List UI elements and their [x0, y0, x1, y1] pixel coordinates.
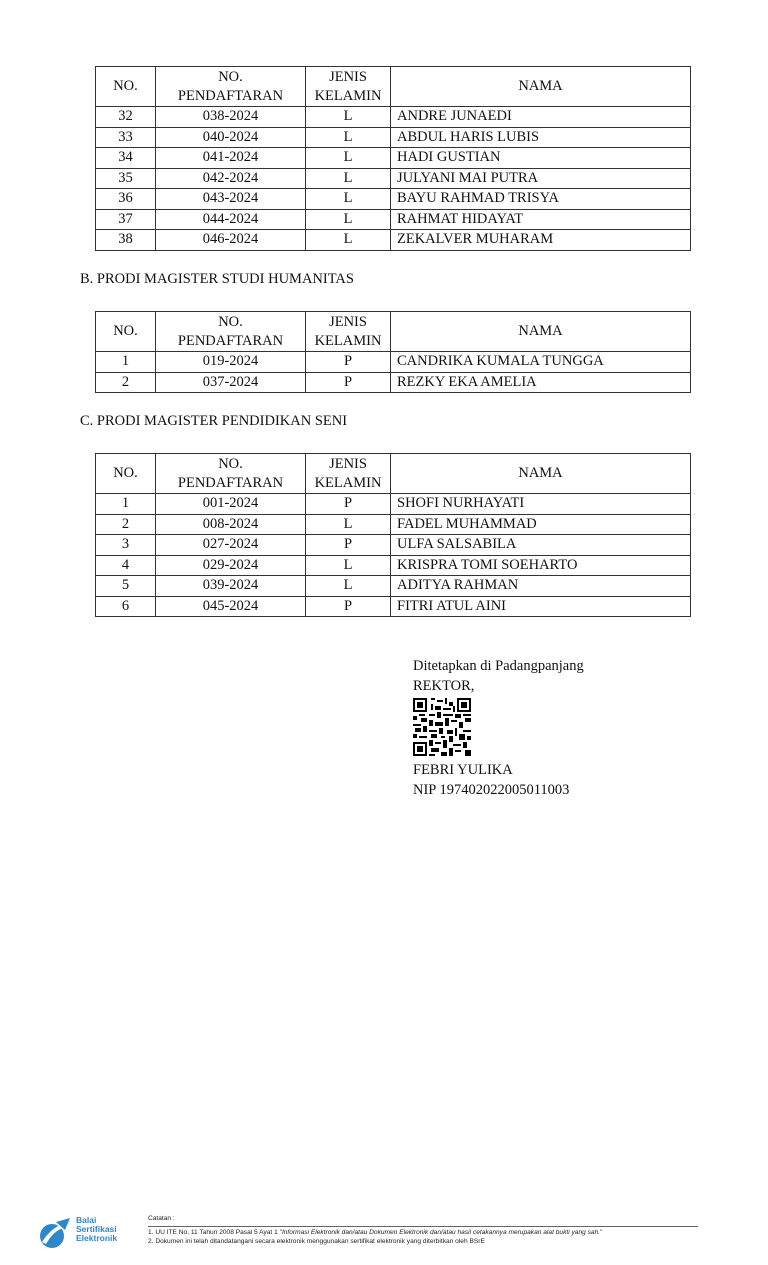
header-pendaftaran-line2: PENDAFTARAN	[177, 87, 284, 104]
cell-nama: JULYANI MAI PUTRA	[391, 168, 691, 189]
cell-no: 36	[96, 189, 156, 210]
signature-place: Ditetapkan di Padangpanjang	[413, 658, 584, 674]
header-pendaftaran-line2: PENDAFTARAN	[177, 332, 284, 349]
header-pendaftaran-line1: NO.	[218, 455, 243, 472]
header-no: NO.	[96, 67, 156, 107]
cell-no: 38	[96, 230, 156, 251]
table-row	[96, 555, 691, 576]
signature-nip: NIP 197402022005011003	[413, 782, 570, 798]
section-a-table	[95, 66, 691, 251]
header-jk-line2: KELAMIN	[314, 474, 382, 491]
cell-nama: KRISPRA TOMI SOEHARTO	[391, 555, 691, 576]
qr-code-icon	[413, 698, 471, 756]
header-pendaftaran	[156, 67, 306, 107]
cell-no: 1	[96, 494, 156, 515]
cell-no: 34	[96, 148, 156, 169]
cell-jenis-kelamin: L	[306, 168, 391, 189]
cell-no-pendaftaran: 041-2024	[156, 148, 306, 169]
header-jk-line2: KELAMIN	[314, 332, 382, 349]
header-pendaftaran-line1: NO.	[218, 313, 243, 330]
header-no: NO.	[96, 454, 156, 494]
signature-name: FEBRI YULIKA	[413, 762, 513, 778]
header-jenis-kelamin	[306, 67, 391, 107]
section-c-heading: C. PRODI MAGISTER PENDIDIKAN SENI	[80, 413, 348, 429]
bsre-logo-icon	[38, 1216, 72, 1250]
header-pendaftaran	[156, 454, 306, 494]
header-nama: NAMA	[391, 312, 691, 352]
header-pendaftaran	[156, 312, 306, 352]
cell-nama: BAYU RAHMAD TRISYA	[391, 189, 691, 210]
cell-jenis-kelamin: L	[306, 514, 391, 535]
cell-no: 4	[96, 555, 156, 576]
cell-jenis-kelamin: P	[306, 372, 391, 393]
table-row	[96, 230, 691, 251]
table-row	[96, 372, 691, 393]
cell-jenis-kelamin: P	[306, 352, 391, 373]
cell-nama: ANDRE JUNAEDI	[391, 107, 691, 128]
cell-no-pendaftaran: 040-2024	[156, 127, 306, 148]
cell-no-pendaftaran: 008-2024	[156, 514, 306, 535]
header-jk-line2: KELAMIN	[314, 87, 382, 104]
header-no: NO.	[96, 312, 156, 352]
cell-jenis-kelamin: L	[306, 209, 391, 230]
table-row	[96, 189, 691, 210]
table-row	[96, 352, 691, 373]
signature-block	[413, 656, 584, 800]
cell-no-pendaftaran: 001-2024	[156, 494, 306, 515]
header-nama: NAMA	[391, 67, 691, 107]
cell-no: 2	[96, 514, 156, 535]
cell-no-pendaftaran: 038-2024	[156, 107, 306, 128]
note1-prefix: 1. UU ITE No. 11 Tahun 2008 Pasal 5 Ayat 1 "	[148, 1228, 282, 1236]
cell-no-pendaftaran: 029-2024	[156, 555, 306, 576]
table-header	[96, 454, 691, 494]
section-b-table	[95, 311, 691, 393]
table-header	[96, 67, 691, 107]
catatan-label: Catatan :	[148, 1215, 175, 1222]
table-row	[96, 127, 691, 148]
header-jk-line1: JENIS	[329, 313, 367, 330]
header-jk-line1: JENIS	[329, 455, 367, 472]
footer-notes	[148, 1214, 698, 1247]
table-row	[96, 494, 691, 515]
table-row	[96, 514, 691, 535]
cell-nama: REZKY EKA AMELIA	[391, 372, 691, 393]
cell-nama: HADI GUSTIAN	[391, 148, 691, 169]
header-jenis-kelamin	[306, 312, 391, 352]
table-header	[96, 312, 691, 352]
cell-no-pendaftaran: 042-2024	[156, 168, 306, 189]
cell-jenis-kelamin: P	[306, 596, 391, 617]
cell-no-pendaftaran: 044-2024	[156, 209, 306, 230]
cell-no: 33	[96, 127, 156, 148]
footer-note-1	[148, 1228, 698, 1238]
bsre-logo-line: Elektronik	[76, 1233, 118, 1243]
cell-nama: FADEL MUHAMMAD	[391, 514, 691, 535]
cell-no: 3	[96, 535, 156, 556]
table-row	[96, 168, 691, 189]
section-a-rows	[96, 107, 691, 251]
table-row	[96, 576, 691, 597]
cell-no: 37	[96, 209, 156, 230]
cell-jenis-kelamin: P	[306, 494, 391, 515]
cell-no: 35	[96, 168, 156, 189]
cell-jenis-kelamin: L	[306, 576, 391, 597]
note1-quote: Informasi Elektronik dan/atau Dokumen Elektronik dan/atau hasil cetakannya merupakan alat bukti yang sah.	[281, 1228, 601, 1236]
table-row	[96, 107, 691, 128]
header-jk-line1: JENIS	[329, 68, 367, 85]
cell-no: 6	[96, 596, 156, 617]
cell-jenis-kelamin: L	[306, 230, 391, 251]
table-row	[96, 596, 691, 617]
cell-jenis-kelamin: L	[306, 107, 391, 128]
cell-no: 2	[96, 372, 156, 393]
cell-no-pendaftaran: 039-2024	[156, 576, 306, 597]
cell-nama: RAHMAT HIDAYAT	[391, 209, 691, 230]
header-pendaftaran-line2: PENDAFTARAN	[177, 474, 284, 491]
cell-jenis-kelamin: L	[306, 555, 391, 576]
footer-divider	[148, 1226, 698, 1227]
cell-no: 32	[96, 107, 156, 128]
cell-nama: ABDUL HARIS LUBIS	[391, 127, 691, 148]
signature-title: REKTOR,	[413, 678, 475, 694]
cell-jenis-kelamin: P	[306, 535, 391, 556]
cell-nama: ADITYA RAHMAN	[391, 576, 691, 597]
cell-no-pendaftaran: 045-2024	[156, 596, 306, 617]
cell-no-pendaftaran: 043-2024	[156, 189, 306, 210]
footer-note-2: 2. Dokumen ini telah ditandatangani secara elektronik menggunakan sertifikat elektronik yang diterbitkan oleh BSrE	[148, 1238, 485, 1245]
footer	[38, 1212, 698, 1252]
header-nama: NAMA	[391, 454, 691, 494]
section-c-table	[95, 453, 691, 617]
cell-no-pendaftaran: 027-2024	[156, 535, 306, 556]
table-row	[96, 148, 691, 169]
header-jenis-kelamin	[306, 454, 391, 494]
cell-nama: SHOFI NURHAYATI	[391, 494, 691, 515]
cell-no-pendaftaran: 046-2024	[156, 230, 306, 251]
bsre-logo-line: Sertifikasi	[76, 1224, 117, 1234]
cell-jenis-kelamin: L	[306, 189, 391, 210]
cell-no-pendaftaran: 037-2024	[156, 372, 306, 393]
cell-nama: CANDRIKA KUMALA TUNGGA	[391, 352, 691, 373]
section-b-heading: B. PRODI MAGISTER STUDI HUMANITAS	[80, 271, 354, 287]
section-b-rows	[96, 352, 691, 393]
cell-nama: ZEKALVER MUHARAM	[391, 230, 691, 251]
cell-no-pendaftaran: 019-2024	[156, 352, 306, 373]
note1-suffix: "	[600, 1228, 603, 1236]
cell-nama: FITRI ATUL AINI	[391, 596, 691, 617]
cell-no: 5	[96, 576, 156, 597]
bsre-logo-line: Balai	[76, 1215, 97, 1225]
header-pendaftaran-line1: NO.	[218, 68, 243, 85]
cell-jenis-kelamin: L	[306, 127, 391, 148]
cell-jenis-kelamin: L	[306, 148, 391, 169]
section-c-rows	[96, 494, 691, 617]
bsre-logo-text	[76, 1216, 117, 1243]
cell-no: 1	[96, 352, 156, 373]
cell-nama: ULFA SALSABILA	[391, 535, 691, 556]
table-row	[96, 535, 691, 556]
table-row	[96, 209, 691, 230]
